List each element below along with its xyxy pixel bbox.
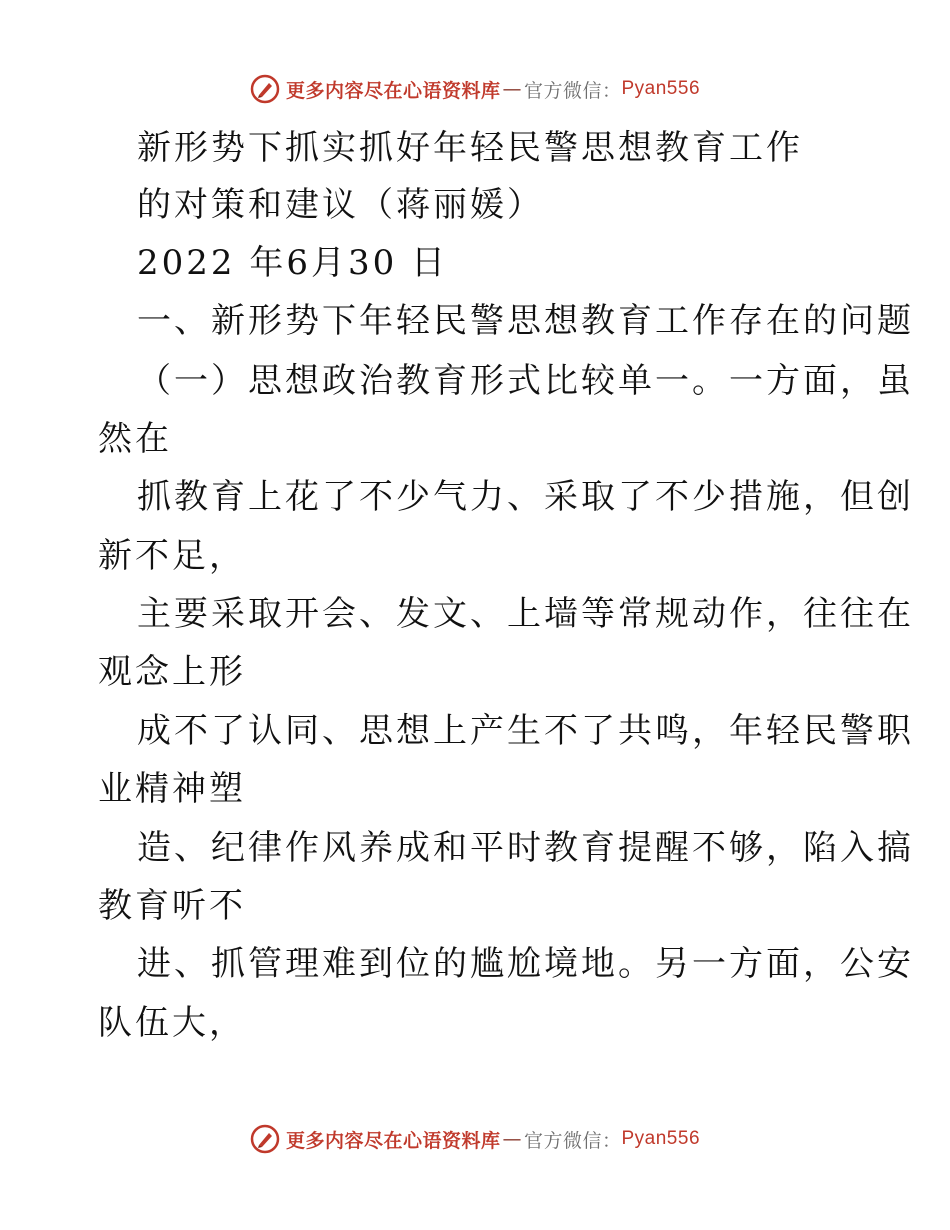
paragraph-line: 观念上形 [98, 652, 246, 692]
paragraph-line: 业精神塑 [98, 769, 246, 809]
paragraph-line: 成不了认同、思想上产生不了共鸣，年轻民警职 [137, 711, 914, 751]
paragraph-line: 教育听不 [98, 886, 246, 926]
watermark-label: 官方微信： [523, 79, 622, 102]
watermark-label: 官方微信： [523, 1129, 622, 1152]
watermark-id: Pyan556 [621, 78, 701, 99]
paragraph-line: 造、纪律作风养成和平时教育提醒不够，陷入搞 [137, 828, 914, 868]
paragraph-line: 主要采取开会、发文、上墙等常规动作，往往在 [137, 594, 914, 634]
paragraph-line: 新不足， [98, 536, 246, 576]
paragraph-line: 队伍大， [98, 1003, 246, 1043]
paragraph-line: 抓教育上花了不少气力、采取了不少措施，但创 [137, 477, 914, 517]
watermark-id: Pyan556 [621, 1128, 701, 1149]
paragraph-line: （一）思想政治教育形式比较单一。一方面，虽 [137, 361, 914, 401]
watermark-dash: — [502, 1128, 522, 1150]
paragraph-line: 进、抓管理难到位的尴尬境地。另一方面，公安 [137, 944, 914, 984]
header-watermark [0, 74, 950, 104]
watermark-site: 更多内容尽在心语资料库 [285, 1129, 501, 1152]
doc-title-line-2: 的对策和建议（蒋丽媛） [137, 185, 544, 225]
section-heading: 一、新形势下年轻民警思想教育工作存在的问题 [137, 301, 914, 341]
doc-date: 2022 年6月30 日 [137, 243, 449, 283]
pen-circle-icon [250, 74, 280, 104]
watermark-dash: — [502, 78, 522, 100]
footer-watermark [0, 1124, 950, 1154]
pen-circle-icon [250, 1124, 280, 1154]
doc-title-line-1: 新形势下抓实抓好年轻民警思想教育工作 [137, 128, 803, 168]
watermark-site: 更多内容尽在心语资料库 [285, 79, 501, 102]
paragraph-line: 然在 [98, 419, 172, 459]
